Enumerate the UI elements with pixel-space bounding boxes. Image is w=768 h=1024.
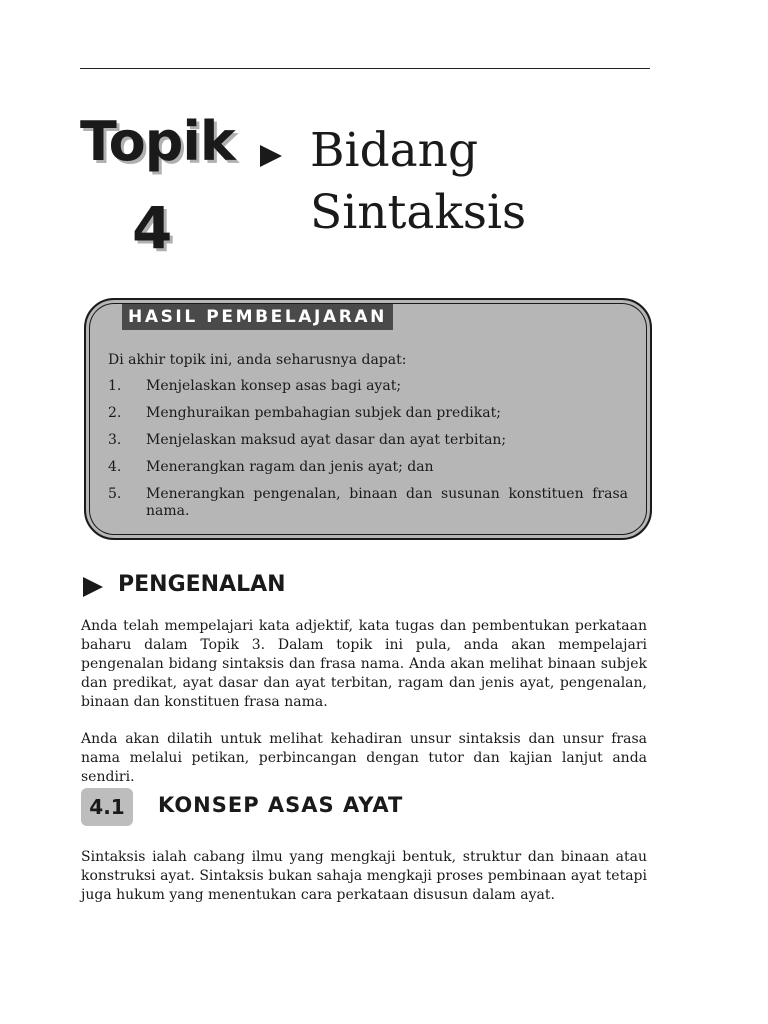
outcome-number: 1. [108,378,122,394]
outcome-number: 3. [108,432,122,448]
learning-outcomes-intro: Di akhir topik ini, anda seharusnya dapat: [108,352,407,368]
outcome-text: Menerangkan ragam dan jenis ayat; dan [146,459,434,475]
outcome-text: Menjelaskan maksud ayat dasar dan ayat terbitan; [146,432,507,448]
outcome-text: Menjelaskan konsep asas bagi ayat; [146,378,402,394]
outcome-item [108,432,628,449]
outcome-item [108,486,628,520]
learning-outcomes-label: HASIL PEMBELAJARAN [122,304,393,330]
outcome-item [108,405,628,422]
intro-paragraph-1: Anda telah mempelajari kata adjektif, kata tugas dan pembentukan perkataan baharu dalam Topik 3. Dalam topik ini pula, anda akan mempelajari pengenalan bidang sintaksis dan frasa nama. Anda akan melihat binaan subjek dan predikat, ayat dasar dan ayat terbitan, ragam dan jenis ayat, pengenalan, binaan dan konstituen frasa nama. [81,618,647,710]
section-heading-pengenalan: PENGENALAN [118,572,286,597]
chapter-number: 4 [132,194,173,262]
chapter-label: Topik [80,110,235,173]
header-rule [80,68,650,69]
chapter-title [310,120,650,244]
chapter-title-line1: Bidang [310,123,479,178]
outcome-item [108,459,628,476]
right-triangle-icon [82,576,104,598]
outcome-number: 2. [108,405,122,421]
outcome-number: 4. [108,459,122,475]
section-4-1-paragraph: Sintaksis ialah cabang ilmu yang mengkaji bentuk, struktur dan binaan atau konstruksi ayat. Sintaksis bukan sahaja mengkaji proses pembinaan ayat tetapi juga hukum yang menentukan cara perkataan disusun dalam ayat. [81,849,647,903]
outcome-text: Menerangkan pengenalan, binaan dan susunan konstituen frasa nama. [146,486,628,519]
outcome-item [108,378,628,395]
right-triangle-icon [258,143,284,169]
outcome-number: 5. [108,486,122,502]
intro-paragraph-2: Anda akan dilatih untuk melihat kehadiran unsur sintaksis dan unsur frasa nama melalui petikan, perbincangan dengan tutor dan kajian lanjut anda sendiri. [81,731,647,785]
section-heading-konsep-asas-ayat: KONSEP ASAS AYAT [158,793,404,817]
outcome-text: Menghuraikan pembahagian subjek dan predikat; [146,405,501,421]
chapter-title-line2: Sintaksis [310,185,527,240]
section-number-badge: 4.1 [81,788,133,826]
learning-outcomes-list [108,378,628,530]
